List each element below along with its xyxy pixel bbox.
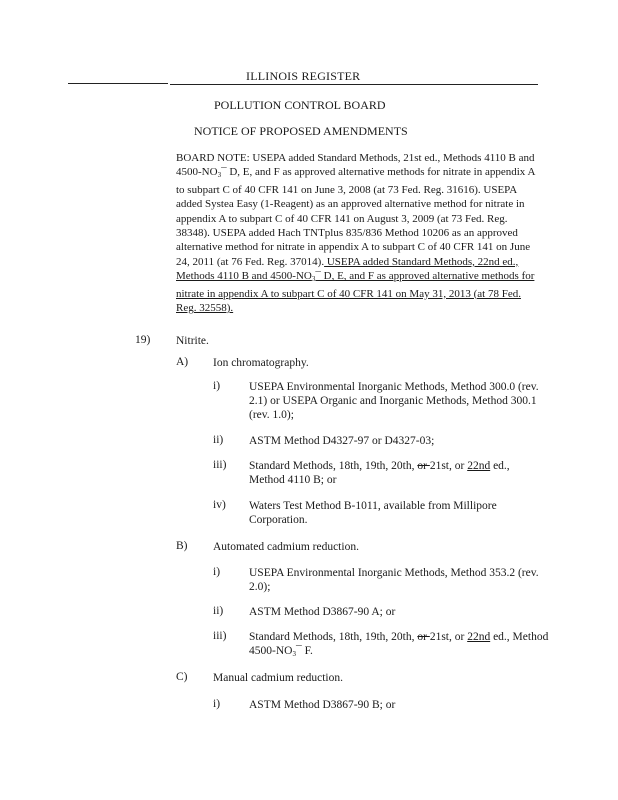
notice-title: NOTICE OF PROPOSED AMENDMENTS — [194, 124, 408, 138]
board-note-lead: BOARD NOTE: USEPA added Standard Methods, 21st ed., Methods 4110 B and 4500-NO — [176, 152, 535, 179]
subsection-letter: C) — [176, 671, 188, 683]
added-tail: ¯ D, E, and F as approved alternative methods for nitrate in appendix A to subpart C of 40 CFR 141 on May 31, 2013 (at 78 Fed. Reg. 32558). — [176, 270, 535, 315]
subsection-title: Manual cadmium reduction. — [213, 672, 343, 684]
subsection-title: Ion chromatography. — [213, 357, 309, 369]
added-text: 22nd — [467, 460, 491, 472]
text-run: ¯ F. — [295, 645, 313, 657]
header-rule-left — [68, 83, 168, 84]
item-roman: iv) — [213, 499, 226, 511]
text-run: Standard Methods, 18th, 19th, 20th, — [249, 460, 418, 472]
item-text: ASTM Method D3867-90 B; or — [249, 699, 396, 711]
item-roman: i) — [213, 698, 221, 710]
subsection-letter: B) — [176, 540, 188, 552]
item-text — [249, 459, 539, 487]
item-roman: i) — [213, 380, 221, 392]
agency-title: POLLUTION CONTROL BOARD — [214, 98, 386, 112]
text-run: 21st, or — [429, 460, 468, 472]
item-text: Waters Test Method B-1011, available from Millipore Corporation. — [249, 500, 497, 526]
header-rule — [170, 84, 538, 85]
subsection-title: Automated cadmium reduction. — [213, 541, 359, 553]
item-roman: ii) — [213, 434, 224, 446]
deleted-text: or — [417, 460, 430, 472]
text-run: ed., Method 4500-NO — [249, 631, 549, 657]
subscript: 3 — [311, 275, 316, 284]
item-roman: i) — [213, 566, 221, 578]
item-roman: iii) — [213, 459, 227, 471]
item-roman: ii) — [213, 605, 224, 617]
added-lead: USEPA added Standard Methods, 22nd ed., Methods 4110 B and 4500-NO — [176, 255, 519, 283]
text-run: ed., Method 4110 B; or — [249, 460, 510, 486]
board-note — [176, 151, 542, 315]
subsection-letter: A) — [176, 356, 189, 368]
section-title: Nitrite. — [176, 335, 209, 347]
board-note-text: ¯ D, E, and F as approved alternative methods for nitrate in appendix A to subpart C of 40 CFR 141 on June 3, 2008 (at 73 Fed. Reg. 31616). USEPA added Systea Easy (1-Reagent) as an approved alternative method for nitrate in appendix A to subpart C of 40 CFR 141 on August 3, 2009 (at 73 Fed. Reg. 38348). USEPA added Hach TNTplus 835/836 Method 10206 as an approved alternative method for nitrate in appendix A to subpart C of 40 CFR 141 on June 24, 2011 (at 76 Fed. Reg. 37014). — [176, 166, 535, 268]
item-text: USEPA Environmental Inorganic Methods, Method 353.2 (rev. 2.0); — [249, 567, 539, 593]
item-text: USEPA Environmental Inorganic Methods, Method 300.0 (rev. 2.1) or USEPA Organic and Inorganic Methods, Method 300.1 (rev. 1.0); — [249, 381, 539, 421]
added-text: 22nd — [467, 631, 491, 643]
register-title: ILLINOIS REGISTER — [246, 69, 361, 83]
item-roman: iii) — [213, 630, 227, 642]
subscript: 3 — [292, 650, 296, 658]
item-text: ASTM Method D3867-90 A; or — [249, 606, 396, 618]
text-run: Standard Methods, 18th, 19th, 20th, — [249, 631, 418, 643]
deleted-text: or — [417, 631, 430, 643]
item-text — [249, 630, 549, 661]
section-number: 19) — [135, 334, 151, 346]
item-text: ASTM Method D4327-97 or D4327-03; — [249, 435, 435, 447]
subscript: 3 — [217, 171, 222, 180]
text-run: 21st, or — [429, 631, 468, 643]
